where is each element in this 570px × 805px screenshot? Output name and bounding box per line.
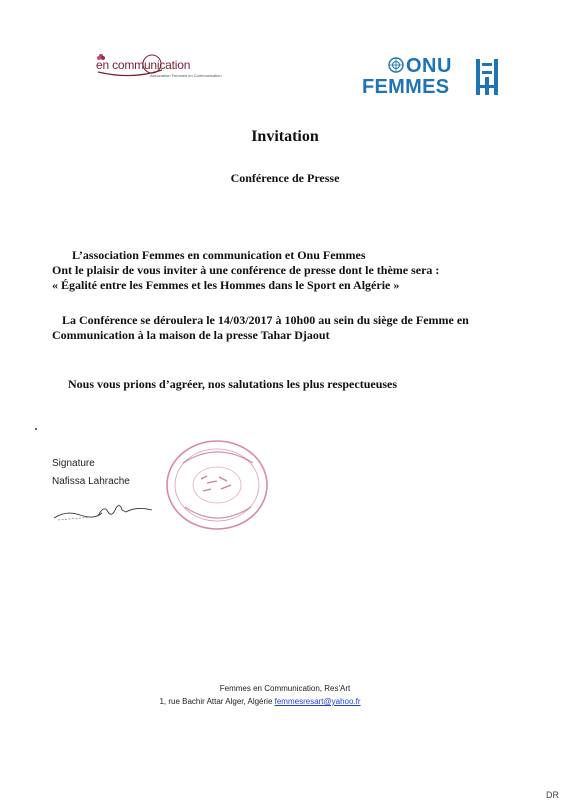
details-paragraph (52, 313, 469, 343)
page-subtitle: Conférence de Presse (230, 171, 340, 185)
intro-line-1: L’association Femmes en communication et Onu Femmes (72, 248, 366, 262)
footer-address-text: 1, rue Bachir Attar Alger, Algérie (159, 697, 275, 706)
women-symbol-icon (472, 57, 502, 97)
un-emblem-icon (388, 57, 404, 73)
logo-onu-text: ONU (406, 55, 452, 77)
logo-femmes-text: FEMMES (362, 76, 450, 98)
signature-label: Signature (52, 458, 95, 469)
details-line-1: La Conférence se déroulera le 14/03/2017 à 10h00 au sein du siège de Femme en (62, 313, 469, 327)
logo-tagline: Association Femmes en Communication (150, 73, 222, 78)
stray-mark (35, 428, 37, 430)
closing-text: Nous vous prions d’agréer, nos salutations les plus respectueuses (68, 377, 398, 391)
logo-brand-text: en communication (96, 58, 191, 72)
intro-line-2: Ont le plaisir de vous inviter à une conférence de presse dont le thème sera : (52, 263, 440, 277)
footer-organization: Femmes en Communication, Res'Art (219, 684, 351, 693)
footer-address (0, 697, 520, 706)
page-title: Invitation (251, 128, 319, 145)
signature-name: Nafissa Lahrache (52, 476, 130, 487)
handwritten-signature (52, 498, 157, 526)
intro-line-3: « Égalité entre les Femmes et les Hommes dans le Sport en Algérie » (52, 278, 400, 292)
footer-email-link[interactable]: femmesresart@yahoo.fr (274, 697, 361, 706)
official-stamp (163, 437, 271, 533)
photo-credit: DR (546, 790, 559, 800)
intro-paragraph (52, 248, 439, 293)
onu-femmes-logo (362, 55, 507, 101)
femmes-en-communication-logo (92, 50, 232, 90)
details-line-2: Communication à la maison de la presse Tahar Djaout (52, 328, 330, 342)
